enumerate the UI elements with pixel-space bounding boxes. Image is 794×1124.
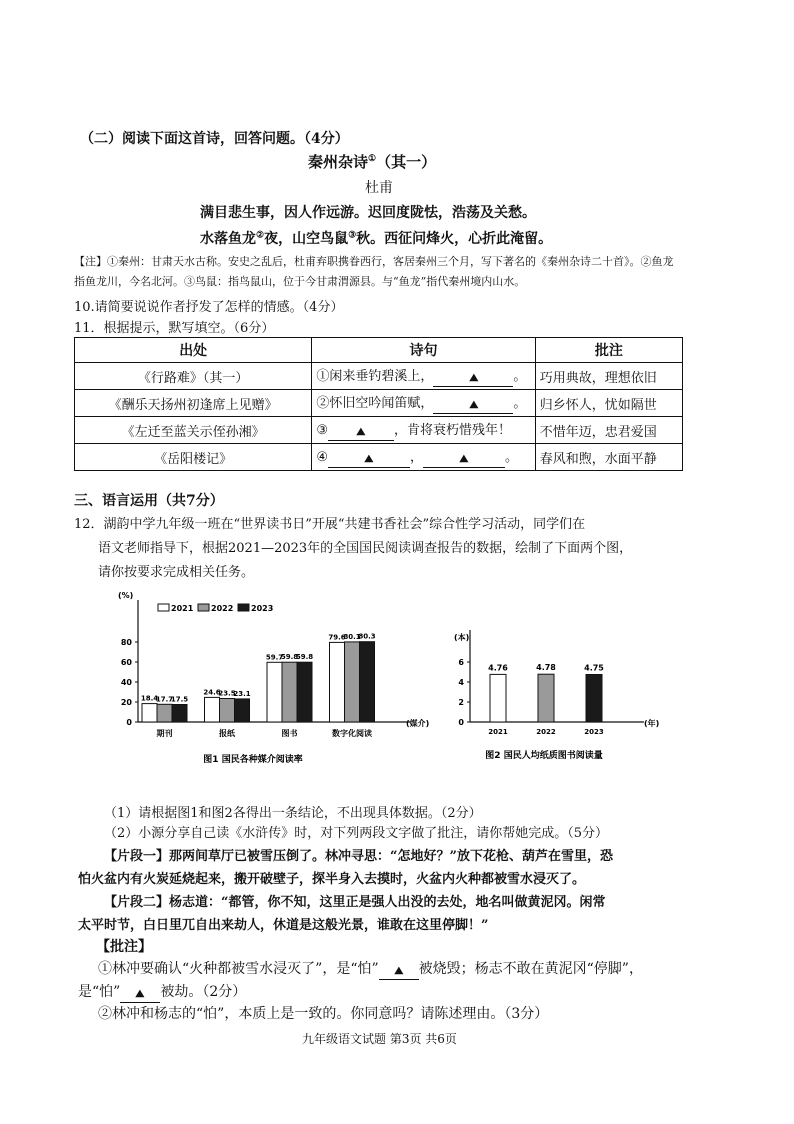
x-tick-label: 期刊: [156, 729, 173, 738]
data-label: 4.78: [536, 663, 556, 673]
answer-blank[interactable]: [433, 369, 513, 387]
annotation-2: ②林冲和杨志的“怕”，本质上是一致的。你同意吗？请陈述理由。（3分）: [98, 1006, 549, 1022]
page-footer: 九年级语文试题 第3页 共6页: [302, 1032, 457, 1046]
bar: [142, 704, 157, 722]
row-verse: [312, 444, 535, 471]
bar: [490, 674, 506, 722]
data-label: 17.7: [155, 695, 174, 704]
bar: [235, 699, 250, 722]
triangle-marker-icon: ▲: [468, 399, 479, 410]
y-axis-label: (本): [454, 633, 470, 642]
legend-swatch: [158, 604, 169, 611]
poem-line-2-part-a: 水落鱼龙: [200, 231, 256, 247]
y-tick-label: 4: [458, 678, 464, 687]
data-label: 23.1: [233, 689, 251, 698]
bar: [538, 674, 554, 722]
answer-blank[interactable]: [328, 450, 410, 468]
annotation-heading: 【批注】: [96, 939, 152, 955]
bar: [586, 675, 602, 723]
poem-footnote-3: ③: [348, 230, 357, 241]
data-label: 59.7: [265, 653, 284, 662]
data-label: 80.1: [343, 632, 361, 641]
bar: [267, 662, 282, 722]
task-2: （2）小源分享自己读《水浒传》时，对下列两段文字做了批注，请你帮她完成。（5分）: [104, 826, 609, 841]
table-row: [75, 417, 683, 444]
poem-title-suffix: （其一）: [376, 153, 437, 171]
task-1: （1）请根据图1和图2各得出一条结论，不出现具体数据。（2分）: [104, 806, 482, 821]
answer-blank[interactable]: [433, 396, 513, 414]
y-axis-label: (%): [118, 591, 134, 600]
poem-title-text: 秦州杂诗: [308, 153, 369, 171]
y-tick-label: 40: [120, 678, 132, 687]
poem-note-line-1: 【注】①秦州：甘肃天水古称。安史之乱后，杜甫弃职携眷西行，客居秦州三个月，写下著名的《秦州杂诗二十首》。②鱼龙: [74, 255, 674, 268]
passage-2-line-2: 太平时节，白日里兀自出来劫人，休道是这般光景，谁敢在这里停脚！”: [78, 918, 489, 933]
row-note: 春风和煦，水面平静: [535, 444, 682, 471]
data-label: 4.75: [584, 663, 604, 673]
table-row: [75, 363, 683, 390]
chart-title: 图1 国民各种媒介阅读率: [203, 755, 303, 765]
y-tick-label: 0: [126, 718, 132, 727]
verse-suffix: 。: [505, 450, 519, 465]
poem-title-footnote: ①: [368, 154, 377, 164]
dictation-table: [74, 337, 683, 471]
triangle-marker-icon: ▲: [394, 965, 404, 976]
annotation-1-line-2: [78, 981, 246, 1003]
bar: [220, 699, 235, 723]
legend-label: 2022: [211, 604, 234, 613]
triangle-marker-icon: ▲: [364, 453, 374, 464]
annotation-1-line-1: [98, 958, 643, 980]
y-tick-label: 20: [120, 698, 132, 707]
header-source: 出处: [75, 338, 312, 363]
legend-label: 2023: [251, 604, 274, 613]
legend-swatch: [238, 604, 249, 611]
chart-media-reading-rate: [110, 591, 440, 776]
annotation-1-part-d: 被劫。（2分）: [160, 984, 247, 1000]
x-axis-label: (媒介): [406, 719, 430, 728]
passage-2-label: 【片段二】: [104, 895, 170, 910]
passage-1-line-2: 怕火盆内有火炭延烧起来，搬开破壁子，探半身入去摸时，火盆内火种都被雪水浸灭了。: [78, 872, 586, 887]
triangle-marker-icon: ▲: [135, 988, 145, 999]
answer-blank[interactable]: [120, 984, 160, 1003]
passage-2-text: 杨志道：“都管，你不知，这里正是强人出没的去处，地名叫做黄泥冈。闲常: [169, 895, 606, 910]
row-source: 《左迁至蓝关示侄孙湘》: [75, 417, 312, 444]
dictation-table-header: [75, 338, 683, 363]
row-note: 归乡怀人，忧如隔世: [535, 390, 682, 417]
annotation-1-part-c: 是“怕”: [78, 984, 121, 1000]
y-tick-label: 60: [120, 658, 132, 667]
poem-line-1: 满目悲生事，因人作远游。迟回度陇怯，浩荡及关愁。: [200, 205, 536, 221]
data-label: 23.5: [218, 689, 236, 698]
x-axis-label: (年): [644, 719, 660, 728]
data-label: 17.5: [170, 695, 189, 704]
passage-1-text: 那两间草厅已被雪压倒了。林冲寻思：“怎地好？”放下花枪、葫芦在雪里，恐: [169, 849, 613, 864]
section-heading-poem: （二）阅读下面这首诗，回答问题。（4分）: [80, 131, 349, 147]
table-row: [75, 444, 683, 471]
bar: [157, 704, 172, 722]
verse-prefix: ①闲来垂钓碧溪上，: [316, 369, 434, 384]
poem-line-2-part-b: 夜，山空鸟鼠: [264, 231, 349, 247]
y-tick-label: 0: [458, 718, 464, 727]
poem-author: 杜甫: [365, 180, 393, 196]
bar: [297, 662, 312, 722]
chart-title: 图2 国民人均纸质图书阅读量: [485, 751, 603, 761]
triangle-marker-icon: ▲: [468, 372, 479, 383]
legend-swatch: [198, 604, 209, 611]
annotation-1-part-a: ①林冲要确认“火种都被雪水浸灭了”，是“怕”: [98, 961, 379, 977]
x-tick-label: 2021: [488, 728, 508, 736]
question-12-line-3: 请你按要求完成相关任务。: [98, 565, 255, 580]
question-12-line-2: 语文老师指导下，根据2021—2023年的全国国民阅读调查报告的数据，绘制了下面两个图，: [98, 541, 633, 556]
bar: [205, 697, 220, 722]
data-label: 79.6: [328, 633, 346, 642]
header-note: 批注: [535, 338, 682, 363]
bar: [282, 662, 297, 722]
annotation-1-part-b: 被烧毁；杨志不敢在黄泥冈“停脚”，: [418, 961, 643, 977]
answer-blank[interactable]: [379, 961, 419, 980]
row-note: 巧用典故，理想依旧: [535, 363, 682, 390]
bar: [172, 705, 187, 723]
table-row: [75, 390, 683, 417]
data-label: 24.6: [203, 688, 221, 697]
verse-middle: ，: [410, 450, 424, 465]
legend-label: 2021: [171, 604, 194, 613]
poem-title: [308, 151, 436, 172]
verse-suffix: 。: [513, 396, 527, 411]
row-source: 《行路难》（其一）: [75, 363, 312, 390]
verse-suffix: 。: [513, 369, 527, 384]
x-tick-label: 2023: [584, 728, 604, 736]
row-verse: [312, 390, 535, 417]
bar: [330, 642, 345, 722]
passage-1-label: 【片段一】: [104, 849, 170, 864]
triangle-marker-icon: ▲: [459, 453, 469, 464]
poem-line-2: [200, 228, 552, 248]
row-note: 不惜年迈，忠君爱国: [535, 417, 682, 444]
data-label: 59.8: [280, 653, 299, 662]
row-source: 《酬乐天扬州初逢席上见赠》: [75, 390, 312, 417]
data-label: 59.8: [295, 653, 314, 662]
passage-2-line-1: [104, 891, 606, 910]
x-tick-label: 2022: [536, 728, 556, 736]
row-verse: [312, 363, 535, 390]
question-11: 11．根据提示，默写填空。（6分）: [74, 321, 275, 336]
passage-1-line-1: [104, 845, 613, 864]
y-tick-label: 80: [120, 638, 132, 647]
bar: [360, 642, 375, 722]
poem-note-line-2: 指鱼龙川，今名北河。③鸟鼠：指鸟鼠山，位于今甘肃渭源县。与“鱼龙”指代秦州境内山水。: [74, 275, 526, 288]
question-10: 10.请简要说说作者抒发了怎样的情感。（4分）: [74, 300, 344, 315]
question-12-line-1: 12．湖韵中学九年级一班在“世界读书日”开展“共建书香社会”综合性学习活动，同学们在: [74, 517, 586, 532]
bar: [345, 642, 360, 722]
data-label: 4.76: [488, 663, 508, 673]
row-source: 《岳阳楼记》: [75, 444, 312, 471]
poem-footnote-2: ②: [256, 230, 265, 241]
verse-prefix: ③: [316, 423, 329, 438]
data-label: 18.4: [140, 694, 159, 703]
triangle-marker-icon: ▲: [356, 426, 366, 437]
answer-blank[interactable]: [423, 450, 505, 468]
y-tick-label: 2: [458, 698, 464, 707]
verse-suffix: ，肯将衰朽惜残年！: [394, 423, 512, 438]
verse-prefix: ④: [316, 450, 329, 465]
y-tick-label: 6: [458, 658, 464, 667]
answer-blank[interactable]: [328, 423, 394, 441]
data-label: 80.3: [358, 632, 376, 641]
section-heading-language: 三、语言运用（共7分）: [74, 493, 224, 509]
x-tick-label: 报纸: [219, 729, 235, 738]
chart-paper-book-reading: [448, 612, 678, 776]
row-verse: [312, 417, 535, 444]
poem-line-2-part-c: 秋。西征问烽火，心折此淹留。: [356, 231, 553, 247]
x-tick-label: 数字化阅读: [332, 729, 372, 738]
x-tick-label: 图书: [281, 729, 298, 738]
header-verse: 诗句: [312, 338, 535, 363]
verse-prefix: ②怀旧空吟闻笛赋，: [316, 396, 434, 411]
